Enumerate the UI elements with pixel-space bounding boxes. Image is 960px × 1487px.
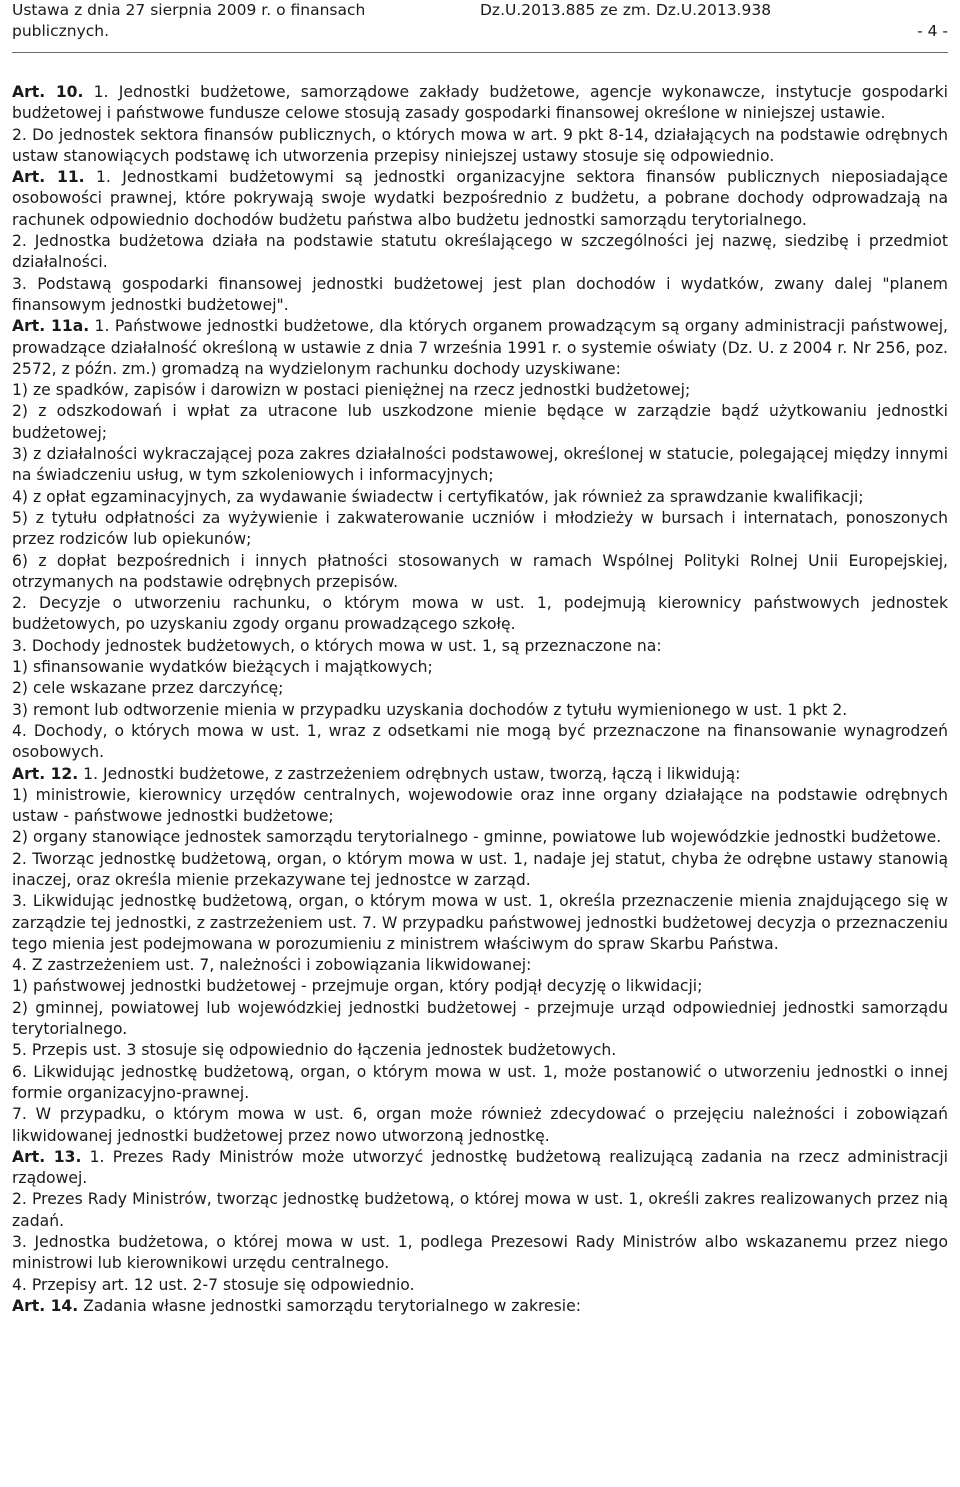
paragraph (12, 82, 948, 125)
paragraph-text: 5. Przepis ust. 3 stosuje się odpowiednio do łączenia jednostek budżetowych. (12, 1041, 617, 1060)
paragraph (12, 401, 948, 444)
paragraph (12, 636, 948, 657)
paragraph (12, 764, 948, 785)
paragraph (12, 1147, 948, 1190)
paragraph (12, 487, 948, 508)
header-journal-reference: Dz.U.2013.885 ze zm. Dz.U.2013.938 (480, 1, 772, 19)
paragraph (12, 891, 948, 955)
paragraph-text: 5) z tytułu odpłatności za wyżywienie i zakwaterowanie uczniów i młodzieży w bursach i internatach, ponoszonych przez rodziców lub opiekunów; (12, 508, 948, 549)
paragraph (12, 827, 948, 848)
paragraph-text: 1. Jednostkami budżetowymi są jednostki organizacyjne sektora finansów publicznych nieposiadające osobowości prawnej, które pokrywają swoje wydatki bezpośrednio z budżetu, a pobrane dochody odprowadzają na rachunek odpowiednio dochodów budżetu państwa albo budżetu jednostki samorządu terytorialnego. (12, 168, 948, 229)
paragraph-text: 1. Jednostki budżetowe, z zastrzeżeniem odrębnych ustaw, tworzą, łączą i likwidują: (78, 764, 741, 783)
paragraph (12, 1104, 948, 1147)
article-number: Art. 12. (12, 764, 79, 783)
paragraph-text: 4. Z zastrzeżeniem ust. 7, należności i zobowiązania likwidowanej: (12, 956, 532, 975)
paragraph (12, 231, 948, 274)
paragraph (12, 998, 948, 1041)
paragraph-text: 1. Państwowe jednostki budżetowe, dla których organem prowadzącym są organy administracji państwowej, prowadzące działalność określoną w ustawie z dnia 7 września 1991 r. o systemie oświaty (Dz. U. z 2004 r. Nr 256, poz. 2572, z późn. zm.) gromadzą na wydzielonym rachunku dochody uzyskiwane: (12, 317, 948, 378)
paragraph (12, 955, 948, 976)
paragraph (12, 1062, 948, 1105)
paragraph-text: 1. Prezes Rady Ministrów może utworzyć jednostkę budżetową realizującą zadania na rzecz administracji rządowej. (12, 1147, 948, 1188)
paragraph (12, 274, 948, 317)
paragraph-text: 3. Likwidując jednostkę budżetową, organ, o którym mowa w ust. 1, określa przeznaczenie mienia znajdującego się w zarządzie tej jednostki, z zastrzeżeniem ust. 7. W przypadku państwowej jednostki budżetowej decyzja o przeznaczeniu tego mienia jest podejmowana w porozumieniu z ministrem właściwym do spraw Skarbu Państwa. (12, 892, 948, 953)
paragraph-text: 6. Likwidując jednostkę budżetową, organ, o którym mowa w ust. 1, może postanowić o utworzeniu jednostki o innej formie organizacyjno-prawnej. (12, 1062, 948, 1102)
paragraph (12, 444, 948, 487)
paragraph-text: 1. Jednostki budżetowe, samorządowe zakłady budżetowe, agencje wykonawcze, instytucje gospodarki budżetowej i państwowe fundusze celowe stosują zasady gospodarki finansowej określone w niniejszej ustawie. (12, 83, 948, 123)
paragraph-text: 2. Do jednostek sektora finansów publicznych, o których mowa w art. 9 pkt 8-14, działających na podstawie odrębnych ustaw stanowiących podstawę ich utworzenia przepisy niniejszej ustawy stosuje się odpowiednio. (12, 125, 948, 165)
paragraph-text: 2. Prezes Rady Ministrów, tworząc jednostkę budżetową, o której mowa w ust. 1, określi zakres realizowanych przez nią zadań. (12, 1190, 948, 1230)
paragraph (12, 849, 948, 892)
paragraph (12, 316, 948, 380)
paragraph-text: 1) ze spadków, zapisów i darowizn w postaci pieniężnej na rzecz jednostki budżetowej; (12, 381, 691, 400)
paragraph-text: 3) z działalności wykraczającej poza zakres działalności podstawowej, określonej w statucie, polegającej między innymi na świadczeniu usług, w tym szkoleniowych i informacyjnych; (12, 445, 948, 485)
paragraph-text: 2. Jednostka budżetowa działa na podstawie statutu określającego w szczególności jej nazwę, siedzibę i przedmiot działalności. (12, 232, 948, 272)
article-number: Art. 11a. (12, 317, 90, 336)
paragraph-text: 2) organy stanowiące jednostek samorządu terytorialnego - gminne, powiatowe lub wojewódzkie jednostki budżetowe. (12, 828, 942, 847)
article-number: Art. 11. (12, 168, 85, 187)
paragraph-text: 1) państwowej jednostki budżetowej - przejmuje organ, który podjął decyzję o likwidacji; (12, 977, 703, 996)
paragraph (12, 1189, 948, 1232)
paragraph (12, 785, 948, 828)
paragraph-text: 3. Jednostka budżetowa, o której mowa w ust. 1, podlega Prezesowi Rady Ministrów albo wskazanemu przez niego ministrowi lub kierownikowi urzędu centralnego. (12, 1233, 948, 1273)
paragraph (12, 678, 948, 699)
article-number: Art. 10. (12, 83, 84, 101)
header-page-number: - 4 - (917, 22, 948, 40)
paragraph-text: 2) z odszkodowań i wpłat za utracone lub uszkodzone mienie będące w zarządzie bądź użytkowaniu jednostki budżetowej; (12, 402, 948, 442)
paragraph (12, 1275, 948, 1296)
paragraph-text: 1) sfinansowanie wydatków bieżących i majątkowych; (12, 658, 433, 677)
header-divider (12, 52, 948, 53)
paragraph (12, 380, 948, 401)
paragraph (12, 1040, 948, 1061)
paragraph (12, 721, 948, 764)
paragraph-text: 2) cele wskazane przez darczyńcę; (12, 679, 284, 698)
paragraph-text: 4. Dochody, o których mowa w ust. 1, wraz z odsetkami nie mogą być przeznaczone na finansowanie wynagrodzeń osobowych. (12, 721, 948, 762)
paragraph-text: 2. Decyzje o utworzeniu rachunku, o którym mowa w ust. 1, podejmują kierownicy państwowych jednostek budżetowych, po uzyskaniu zgody organu prowadzącego szkołę. (12, 594, 948, 634)
paragraph-text: 3) remont lub odtworzenie mienia w przypadku uzyskania dochodów z tytułu wymienionego w ust. 1 pkt 2. (12, 700, 848, 719)
paragraph (12, 976, 948, 997)
article-number: Art. 14. (12, 1296, 79, 1315)
paragraph-text: 3. Dochody jednostek budżetowych, o których mowa w ust. 1, są przeznaczone na: (12, 636, 662, 655)
paragraph-text: Zadania własne jednostki samorządu terytorialnego w zakresie: (78, 1296, 581, 1315)
paragraph (12, 1296, 948, 1317)
header-act-title: Ustawa z dnia 27 sierpnia 2009 r. o finansach publicznych. (12, 1, 366, 40)
paragraph-text: 6) z dopłat bezpośrednich i innych płatności stosowanych w ramach Wspólnej Polityki Rolnej Unii Europejskiej, otrzymanych na podstawie odrębnych przepisów. (12, 551, 948, 591)
paragraph (12, 551, 948, 594)
document-body (12, 82, 948, 1317)
paragraph (12, 508, 948, 551)
paragraph-text: 3. Podstawą gospodarki finansowej jednostki budżetowej jest plan dochodów i wydatków, zwany dalej "planem finansowym jednostki budżetowej". (12, 274, 948, 314)
paragraph-text: 2) gminnej, powiatowej lub wojewódzkiej jednostki budżetowej - przejmuje urząd odpowiedniej jednostki samorządu terytorialnego. (12, 998, 948, 1039)
paragraph (12, 1232, 948, 1275)
paragraph-text: 4) z opłat egzaminacyjnych, za wydawanie świadectw i certyfikatów, jak również za sprawdzanie kwalifikacji; (12, 487, 864, 506)
paragraph (12, 167, 948, 231)
paragraph (12, 700, 948, 721)
paragraph-text: 1) ministrowie, kierownicy urzędów centralnych, wojewodowie oraz inne organy działające na podstawie odrębnych ustaw - państwowe jednostki budżetowe; (12, 785, 948, 826)
paragraph (12, 125, 948, 168)
paragraph-text: 4. Przepisy art. 12 ust. 2-7 stosuje się odpowiednio. (12, 1275, 415, 1294)
paragraph-text: 7. W przypadku, o którym mowa w ust. 6, organ może również zdecydować o przejęciu należności i zobowiązań likwidowanej jednostki budżetowej przez nowo utworzoną jednostkę. (12, 1105, 948, 1145)
paragraph-text: 2. Tworząc jednostkę budżetową, organ, o którym mowa w ust. 1, nadaje jej statut, chyba że odrębne ustawy stanowią inaczej, oraz określa mienie przekazywane tej jednostce w zarząd. (12, 849, 948, 889)
page-header (12, 0, 948, 44)
article-number: Art. 13. (12, 1147, 82, 1166)
paragraph (12, 593, 948, 636)
paragraph (12, 657, 948, 678)
